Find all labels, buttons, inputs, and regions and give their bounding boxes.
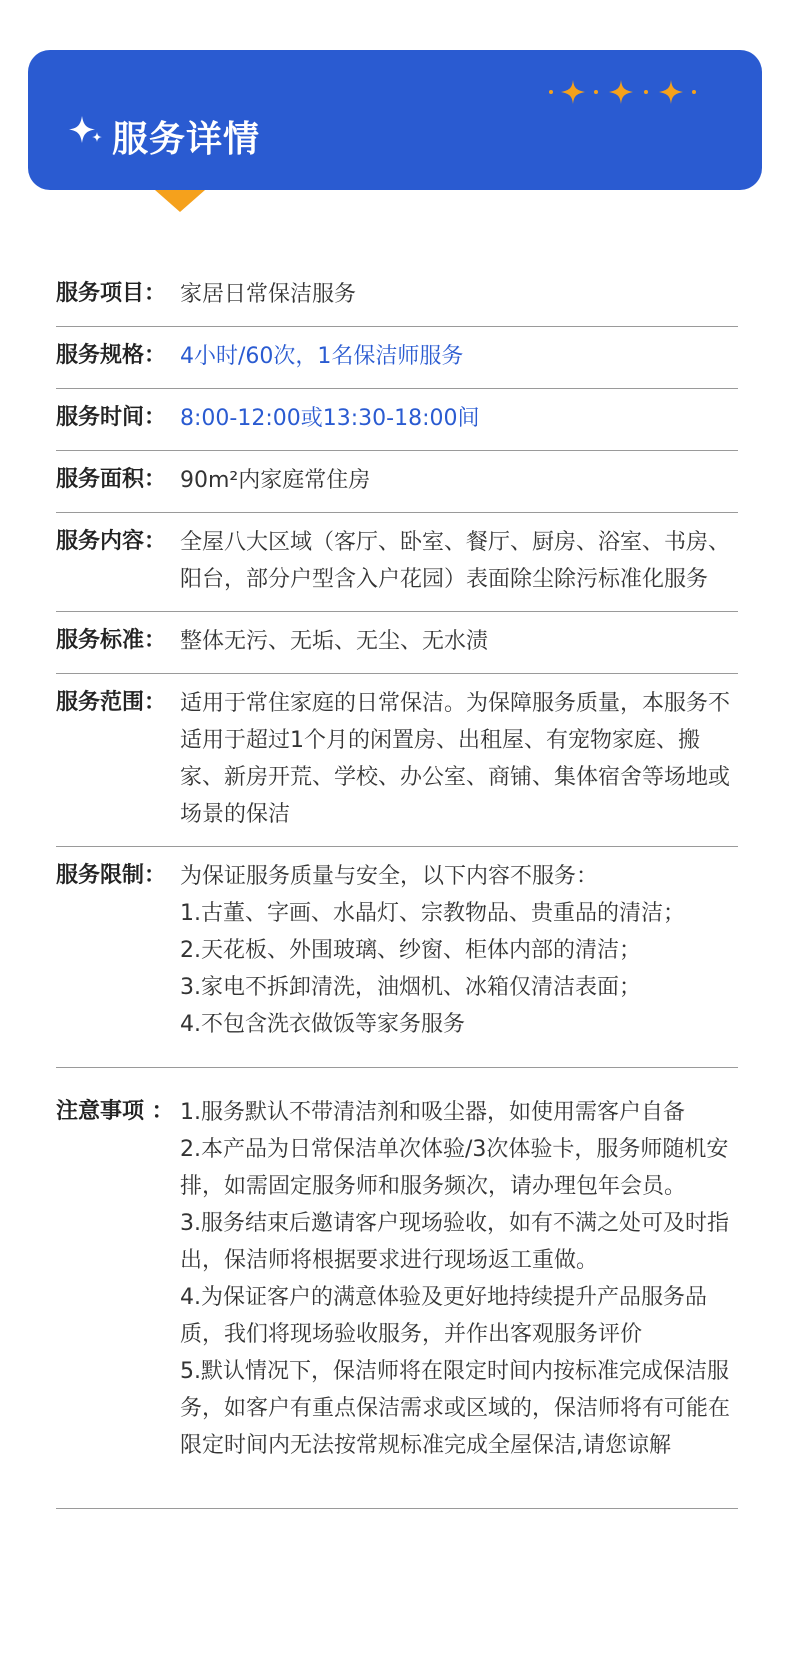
row-label: 服务面积： [56,467,167,492]
row-text: 适用于常住家庭的日常保洁。为保障服务质量，本服务不适用于超过1个月的闲置房、出租屋、有宠物家庭、搬家、新房开荒、学校、办公室、商铺、集体宿舍等场地或场景的保洁 [180,691,731,827]
row-content [180,338,738,375]
detail-row-time [56,389,738,451]
row-text: 4.为保证客户的满意体验及更好地持续提升产品服务品质，我们将现场验收服务，并作出客观服务评价 [180,1285,707,1347]
row-content [180,858,738,1043]
row-text: 4小时/60次，1名保洁师服务 [180,344,464,369]
row-text: 1.服务默认不带清洁剂和吸尘器，如使用需客户自备 [180,1100,685,1125]
row-label: 服务项目： [56,281,167,306]
page-title: 服务详情 [112,119,261,160]
row-text: 为保证服务质量与安全，以下内容不服务： [180,864,599,889]
row-text: 全屋八大区域（客厅、卧室、餐厅、厨房、浴室、书房、阳台，部分户型含入户花园）表面除尘除污标准化服务 [180,530,731,592]
row-text: 2.天花板、外围玻璃、纱窗、柜体内部的清洁； [180,938,641,963]
row-content [180,685,738,833]
header-pointer [155,190,205,212]
row-text: 90m²内家庭常住房 [180,468,371,493]
detail-row-scope [56,674,738,847]
row-text: 4.不包含洗衣做饭等家务服务 [180,1012,465,1037]
star-icon [548,72,748,112]
row-label: 服务内容： [56,529,167,554]
row-label: 服务限制： [56,863,167,888]
detail-row-standard [56,612,738,674]
row-content [180,276,738,313]
row-content [180,524,738,598]
row-content [180,400,738,437]
row-text: 3.家电不拆卸清洗，油烟机、冰箱仅清洁表面； [180,975,641,1000]
detail-row-item [56,265,738,327]
detail-row-content [56,513,738,612]
detail-row-limits [56,847,738,1068]
row-text: 3.服务结束后邀请客户现场验收，如有不满之处可及时指出，保洁师将根据要求进行现场返工重做。 [180,1211,729,1273]
section-header [28,50,762,190]
row-text: 5.默认情况下，保洁师将在限定时间内按标准完成保洁服务，如客户有重点保洁需求或区域的，保洁师将有可能在限定时间内无法按常规标准完成全屋保洁,请您谅解 [180,1359,731,1458]
detail-row-spec [56,327,738,389]
row-label: 服务规格： [56,343,167,368]
row-text: 家居日常保洁服务 [180,282,357,307]
row-text: 1.古董、字画、水晶灯、宗教物品、贵重品的清洁； [180,901,685,926]
row-text: 整体无污、无垢、无尘、无水渍 [180,629,489,654]
detail-row-notes [56,1068,738,1509]
row-label: 注意事项 ： [56,1099,174,1124]
row-label: 服务范围： [56,690,167,715]
row-content [180,1094,738,1464]
row-label: 服务时间： [56,405,167,430]
row-content [180,462,738,499]
sparkle-icon [66,112,106,152]
detail-row-area [56,451,738,513]
service-details-list [56,265,738,1509]
row-text: 2.本产品为日常保洁单次体验/3次体验卡，服务师随机安排，如需固定服务师和服务频次，请办理包年会员。 [180,1137,729,1199]
row-label: 服务标准： [56,628,167,653]
row-content [180,623,738,660]
row-text: 8:00-12:00或13:30-18:00间 [180,406,480,431]
